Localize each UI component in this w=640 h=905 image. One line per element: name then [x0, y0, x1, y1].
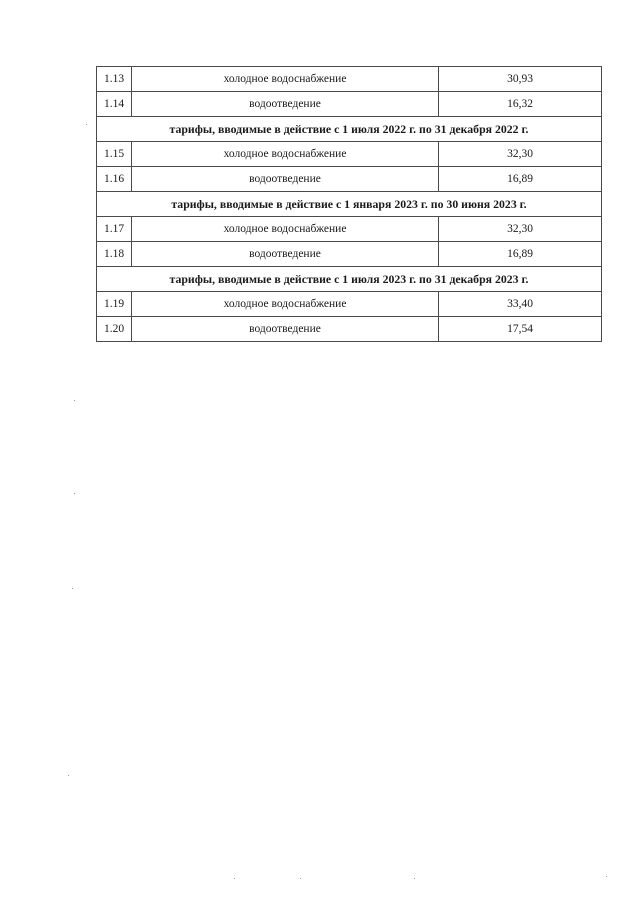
- row-number: 1.17: [97, 217, 132, 242]
- service-name: холодное водоснабжение: [132, 217, 439, 242]
- table-row: [97, 217, 602, 242]
- tariff-value: 32,30: [439, 217, 602, 242]
- table-row: [97, 142, 602, 167]
- service-name: водоотведение: [132, 242, 439, 267]
- table-row: [97, 242, 602, 267]
- scan-speck: [414, 878, 415, 879]
- scan-speck: [72, 588, 73, 589]
- tariff-value: 33,40: [439, 292, 602, 317]
- scan-speck: [300, 878, 301, 879]
- scan-speck: [68, 775, 69, 776]
- period-heading: тарифы, вводимые в действие с 1 января 2023 г. по 30 июня 2023 г.: [97, 192, 602, 217]
- row-number: 1.20: [97, 317, 132, 342]
- tariff-value: 16,32: [439, 92, 602, 117]
- service-name: холодное водоснабжение: [132, 142, 439, 167]
- table-row: [97, 317, 602, 342]
- service-name: водоотведение: [132, 167, 439, 192]
- tariff-value: 17,54: [439, 317, 602, 342]
- scan-speck: [234, 878, 235, 879]
- service-name: водоотведение: [132, 92, 439, 117]
- row-number: 1.15: [97, 142, 132, 167]
- scan-speck: [74, 400, 75, 401]
- period-row: [97, 192, 602, 217]
- period-heading: тарифы, вводимые в действие с 1 июля 2023 г. по 31 декабря 2023 г.: [97, 267, 602, 292]
- tariff-value: 16,89: [439, 242, 602, 267]
- row-number: 1.19: [97, 292, 132, 317]
- service-name: водоотведение: [132, 317, 439, 342]
- row-number: 1.13: [97, 67, 132, 92]
- period-row: [97, 267, 602, 292]
- period-heading: тарифы, вводимые в действие с 1 июля 2022 г. по 31 декабря 2022 г.: [97, 117, 602, 142]
- row-number: 1.14: [97, 92, 132, 117]
- table-row: [97, 67, 602, 92]
- service-name: холодное водоснабжение: [132, 292, 439, 317]
- tariff-table: [96, 66, 602, 342]
- table-row: [97, 92, 602, 117]
- scan-speck: [606, 876, 607, 877]
- scan-speck: [86, 124, 87, 125]
- tariff-value: 32,30: [439, 142, 602, 167]
- table-row: [97, 167, 602, 192]
- table-row: [97, 292, 602, 317]
- tariff-value: 30,93: [439, 67, 602, 92]
- period-row: [97, 117, 602, 142]
- service-name: холодное водоснабжение: [132, 67, 439, 92]
- scan-speck: [74, 493, 75, 494]
- row-number: 1.16: [97, 167, 132, 192]
- row-number: 1.18: [97, 242, 132, 267]
- tariff-value: 16,89: [439, 167, 602, 192]
